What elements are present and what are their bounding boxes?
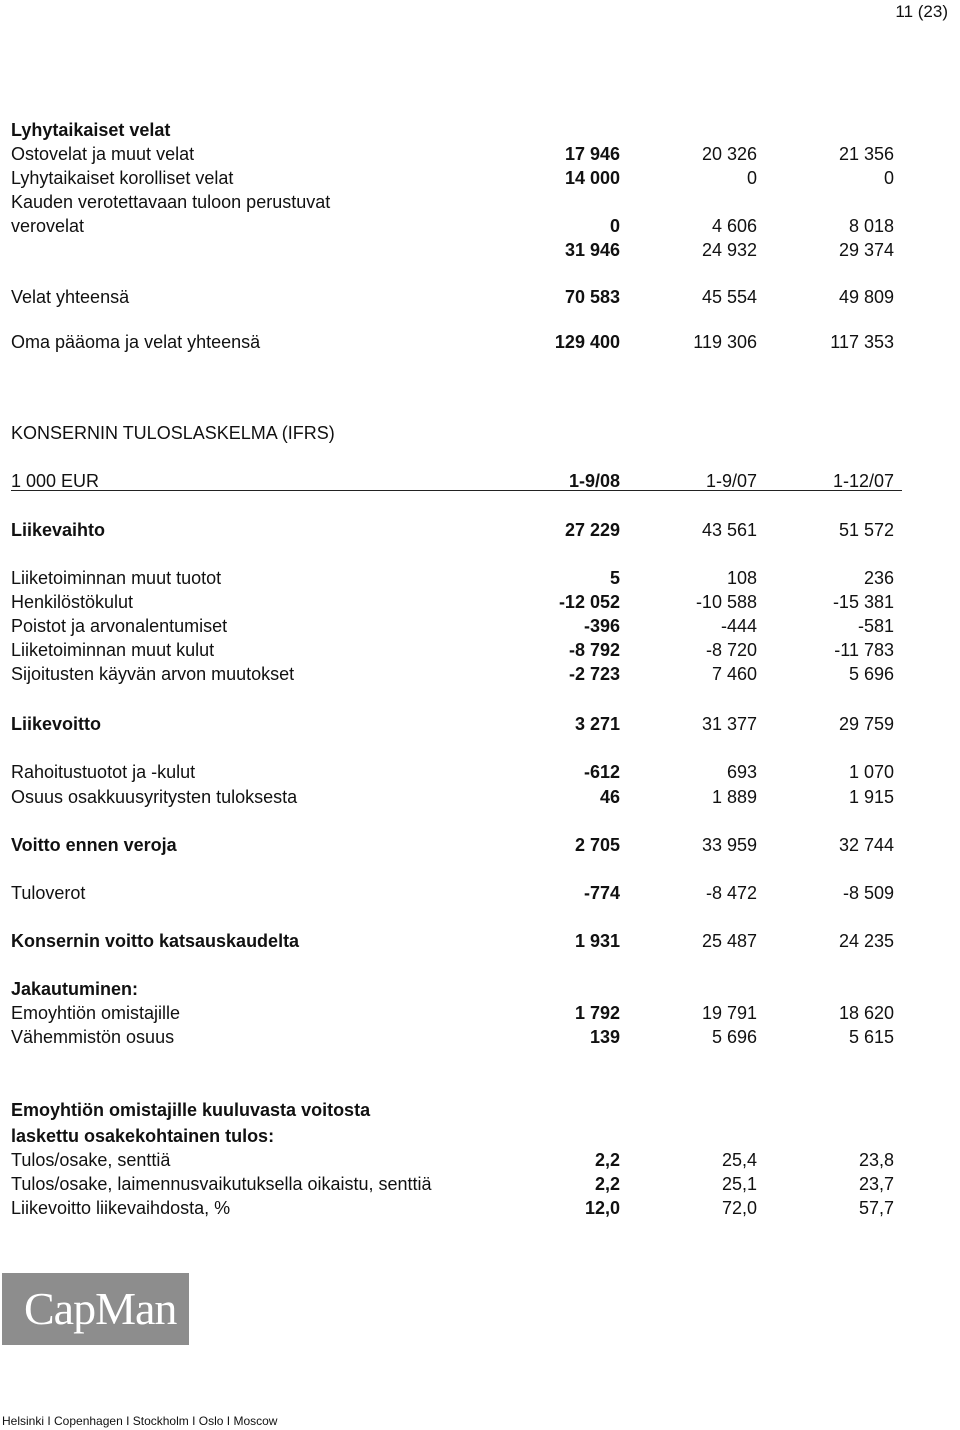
row-label: Liiketoiminnan muut kulut	[11, 640, 215, 660]
row-label: KONSERNIN TULOSLASKELMA (IFRS)	[11, 423, 335, 443]
row-value-current: -396	[583, 616, 620, 636]
row-label: Velat yhteensä	[11, 287, 130, 307]
row-value-full-year: -15 381	[832, 592, 894, 612]
row-label: Emoyhtiön omistajille kuuluvasta voitosta	[11, 1100, 371, 1120]
row-value-current: 2,2	[594, 1174, 620, 1194]
row-value-prior: 43 561	[701, 520, 757, 540]
row-value-current: -8 792	[568, 640, 620, 660]
row-value-full-year: 1 070	[848, 762, 894, 782]
row-label: Liiketoiminnan muut tuotot	[11, 568, 222, 588]
row-value-prior: 4 606	[711, 216, 757, 236]
capman-logo	[2, 1273, 189, 1345]
row-value-current: 2,2	[594, 1150, 620, 1170]
row-value-current: 3 271	[574, 714, 620, 734]
row-value-full-year: -8 509	[842, 883, 894, 903]
row-value-prior: 1-9/07	[705, 471, 757, 491]
row-label: Lyhytaikaiset korolliset velat	[11, 168, 234, 188]
row-label: Rahoitustuotot ja -kulut	[11, 762, 196, 782]
row-value-prior: 45 554	[701, 287, 757, 307]
row-label: Emoyhtiön omistajille	[11, 1003, 181, 1023]
row-value-current: -2 723	[568, 664, 620, 684]
row-value-prior: 19 791	[701, 1003, 757, 1023]
row-value-prior: 119 306	[693, 332, 757, 352]
row-value-prior: 108	[726, 568, 757, 588]
page-number: 11 (23)	[895, 2, 948, 21]
row-value-full-year: 0	[883, 168, 894, 188]
row-value-full-year: 29 759	[838, 714, 894, 734]
row-value-current: 2 705	[574, 835, 620, 855]
row-label: Oma pääoma ja velat yhteensä	[11, 332, 261, 352]
row-value-prior: 25,4	[721, 1150, 757, 1170]
row-value-full-year: 8 018	[848, 216, 894, 236]
row-label: Ostovelat ja muut velat	[11, 144, 195, 164]
row-label: Tulos/osake, senttiä	[11, 1150, 171, 1170]
row-value-current: 14 000	[564, 168, 620, 188]
row-label: Tulos/osake, laimennusvaikutuksella oikaistu, senttiä	[11, 1174, 432, 1194]
row-value-current: 129 400	[554, 332, 620, 352]
row-value-full-year: 32 744	[838, 835, 894, 855]
row-value-prior: 25 487	[701, 931, 757, 951]
row-value-full-year: 49 809	[838, 287, 894, 307]
row-label: Poistot ja arvonalentumiset	[11, 616, 228, 636]
row-value-current: 27 229	[564, 520, 620, 540]
row-value-prior: -8 472	[705, 883, 757, 903]
row-label: Liikevaihto	[11, 520, 106, 540]
row-value-prior: 24 932	[701, 240, 757, 260]
row-value-current: 12,0	[584, 1198, 620, 1218]
row-value-current: -612	[583, 762, 620, 782]
row-value-current: 1 792	[574, 1003, 620, 1023]
row-value-prior: 33 959	[701, 835, 757, 855]
row-value-current: -774	[583, 883, 620, 903]
row-label: Vähemmistön osuus	[11, 1027, 175, 1047]
row-value-current: 1-9/08	[568, 471, 620, 491]
row-label: Voitto ennen veroja	[11, 835, 177, 855]
row-value-prior: -8 720	[705, 640, 757, 660]
row-label: Kauden verotettavaan tuloon perustuvat	[11, 192, 331, 212]
row-label: Henkilöstökulut	[11, 592, 134, 612]
row-label: Osuus osakkuusyritysten tuloksesta	[11, 787, 298, 807]
row-label: verovelat	[11, 216, 85, 236]
row-value-current: 31 946	[564, 240, 620, 260]
row-value-current: -12 052	[558, 592, 620, 612]
row-value-current: 46	[599, 787, 620, 807]
footer-locations: Helsinki I Copenhagen I Stockholm I Oslo I Moscow	[2, 1414, 278, 1428]
row-value-prior: 1 889	[711, 787, 757, 807]
row-value-full-year: 24 235	[838, 931, 894, 951]
row-value-full-year: 21 356	[838, 144, 894, 164]
row-value-prior: -444	[720, 616, 757, 636]
row-value-full-year: -11 783	[834, 640, 894, 660]
row-label: Sijoitusten käyvän arvon muutokset	[11, 664, 295, 684]
row-value-prior: -10 588	[695, 592, 757, 612]
row-value-current: 17 946	[564, 144, 620, 164]
row-value-full-year: 18 620	[838, 1003, 894, 1023]
row-value-prior: 5 696	[711, 1027, 757, 1047]
row-value-current: 5	[609, 568, 620, 588]
row-label: 1 000 EUR	[11, 471, 100, 491]
row-value-current: 0	[609, 216, 620, 236]
row-label: Jakautuminen:	[11, 979, 139, 999]
row-value-full-year: 29 374	[838, 240, 894, 260]
row-value-prior: 0	[746, 168, 757, 188]
row-value-full-year: 23,7	[858, 1174, 894, 1194]
row-value-full-year: 5 696	[848, 664, 894, 684]
row-value-full-year: 23,8	[858, 1150, 894, 1170]
header-divider	[11, 490, 902, 491]
row-label: Lyhytaikaiset velat	[11, 120, 171, 140]
row-value-current: 70 583	[564, 287, 620, 307]
row-label: Liikevoitto	[11, 714, 102, 734]
row-value-prior: 693	[726, 762, 757, 782]
row-value-full-year: 57,7	[858, 1198, 894, 1218]
row-label: Tuloverot	[11, 883, 86, 903]
row-value-prior: 20 326	[701, 144, 757, 164]
row-label: laskettu osakekohtainen tulos:	[11, 1126, 275, 1146]
row-label: Liikevoitto liikevaihdosta, %	[11, 1198, 231, 1218]
row-value-full-year: 51 572	[838, 520, 894, 540]
row-value-full-year: 1-12/07	[832, 471, 894, 491]
logo-text: CapMan	[24, 1283, 177, 1334]
row-value-current: 139	[589, 1027, 620, 1047]
row-value-current: 1 931	[574, 931, 620, 951]
row-value-prior: 72,0	[721, 1198, 757, 1218]
row-value-prior: 25,1	[721, 1174, 757, 1194]
row-value-full-year: 236	[863, 568, 894, 588]
row-value-full-year: 1 915	[848, 787, 894, 807]
row-label: Konsernin voitto katsauskaudelta	[11, 931, 300, 951]
row-value-full-year: -581	[857, 616, 894, 636]
row-value-full-year: 117 353	[830, 332, 894, 352]
row-value-full-year: 5 615	[848, 1027, 894, 1047]
row-value-prior: 7 460	[711, 664, 757, 684]
row-value-prior: 31 377	[701, 714, 757, 734]
